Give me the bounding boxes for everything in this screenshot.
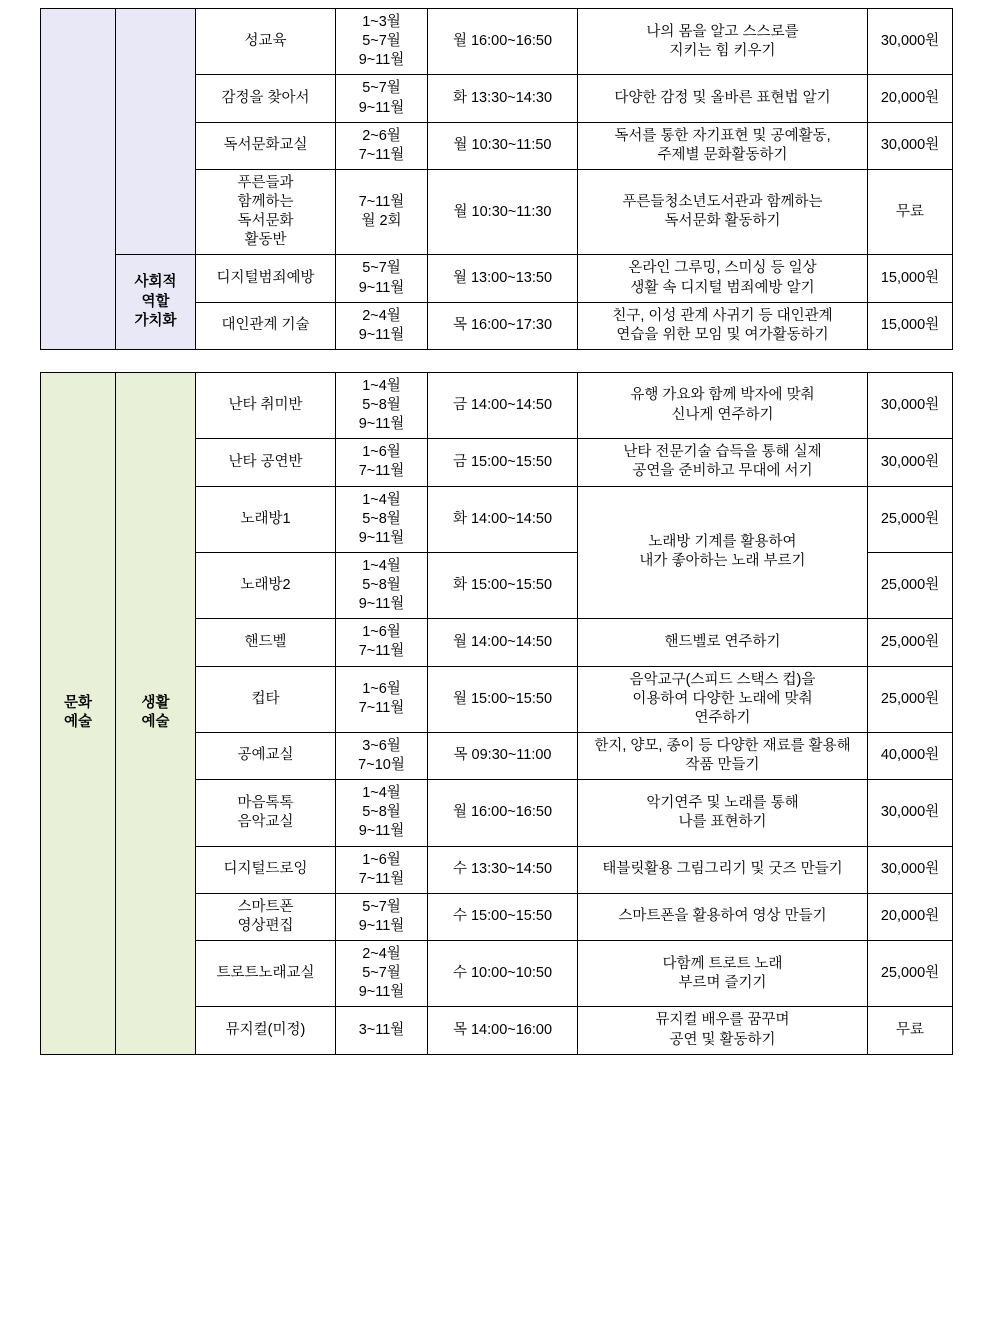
program-description: 스마트폰을 활용하여 영상 만들기	[578, 893, 868, 940]
program-description: 독서를 통한 자기표현 및 공예활동, 주제별 문화활동하기	[578, 122, 868, 169]
program-months: 5~7월 9~11월	[336, 893, 428, 940]
program-fee: 25,000원	[868, 486, 953, 552]
program-description: 태블릿활용 그림그리기 및 굿즈 만들기	[578, 846, 868, 893]
program-name: 스마트폰 영상편집	[196, 893, 336, 940]
program-name: 감정을 찾아서	[196, 75, 336, 122]
program-name: 마음톡톡 음악교실	[196, 780, 336, 846]
program-description: 다함께 트로트 노래 부르며 즐기기	[578, 941, 868, 1007]
category-cell: 문화 예술	[41, 372, 116, 1054]
program-fee: 30,000원	[868, 9, 953, 75]
program-fee: 30,000원	[868, 372, 953, 438]
program-description: 악기연주 및 노래를 통해 나를 표현하기	[578, 780, 868, 846]
program-fee: 15,000원	[868, 255, 953, 302]
program-description: 온라인 그루밍, 스미싱 등 일상 생활 속 디지털 범죄예방 알기	[578, 255, 868, 302]
program-fee: 30,000원	[868, 780, 953, 846]
schedule-table-top	[40, 8, 953, 350]
subcategory-cell: 생활 예술	[116, 372, 196, 1054]
program-description: 다양한 감정 및 올바른 표현법 알기	[578, 75, 868, 122]
program-fee: 무료	[868, 169, 953, 255]
program-time: 월 10:30~11:50	[428, 122, 578, 169]
program-time: 수 10:00~10:50	[428, 941, 578, 1007]
subcategory-cell: 사회적 역할 가치화	[116, 255, 196, 350]
program-name: 난타 취미반	[196, 372, 336, 438]
program-time: 월 16:00~16:50	[428, 9, 578, 75]
program-name: 공예교실	[196, 732, 336, 779]
program-months: 5~7월 9~11월	[336, 255, 428, 302]
subcategory-cell	[116, 9, 196, 255]
program-fee: 25,000원	[868, 619, 953, 666]
program-name: 난타 공연반	[196, 439, 336, 486]
program-months: 7~11월 월 2회	[336, 169, 428, 255]
program-months: 1~4월 5~8월 9~11월	[336, 552, 428, 618]
program-months: 1~4월 5~8월 9~11월	[336, 780, 428, 846]
program-months: 1~4월 5~8월 9~11월	[336, 372, 428, 438]
program-months: 1~4월 5~8월 9~11월	[336, 486, 428, 552]
program-months: 1~3월 5~7월 9~11월	[336, 9, 428, 75]
program-name: 트로트노래교실	[196, 941, 336, 1007]
program-months: 5~7월 9~11월	[336, 75, 428, 122]
program-description: 핸드벨로 연주하기	[578, 619, 868, 666]
category-cell	[41, 9, 116, 350]
program-description: 노래방 기계를 활용하여 내가 좋아하는 노래 부르기	[578, 486, 868, 619]
program-months: 2~4월 9~11월	[336, 302, 428, 349]
program-time: 월 14:00~14:50	[428, 619, 578, 666]
program-time: 목 09:30~11:00	[428, 732, 578, 779]
program-months: 3~6월 7~10월	[336, 732, 428, 779]
program-months: 3~11월	[336, 1007, 428, 1054]
program-time: 금 14:00~14:50	[428, 372, 578, 438]
program-description: 푸른들청소년도서관과 함께하는 독서문화 활동하기	[578, 169, 868, 255]
schedule-table-bottom	[40, 372, 953, 1055]
program-description: 음악교구(스피드 스택스 컵)을 이용하여 다양한 노래에 맞춰 연주하기	[578, 666, 868, 732]
program-name: 노래방1	[196, 486, 336, 552]
program-name: 독서문화교실	[196, 122, 336, 169]
program-name: 디지털드로잉	[196, 846, 336, 893]
program-time: 금 15:00~15:50	[428, 439, 578, 486]
program-fee: 20,000원	[868, 75, 953, 122]
table-row	[41, 372, 953, 438]
program-description: 나의 몸을 알고 스스로를 지키는 힘 키우기	[578, 9, 868, 75]
program-time: 목 16:00~17:30	[428, 302, 578, 349]
program-fee: 20,000원	[868, 893, 953, 940]
program-name: 대인관계 기술	[196, 302, 336, 349]
program-fee: 25,000원	[868, 666, 953, 732]
program-time: 월 13:00~13:50	[428, 255, 578, 302]
program-fee: 40,000원	[868, 732, 953, 779]
program-months: 2~6월 7~11월	[336, 122, 428, 169]
program-months: 2~4월 5~7월 9~11월	[336, 941, 428, 1007]
program-name: 노래방2	[196, 552, 336, 618]
program-time: 수 15:00~15:50	[428, 893, 578, 940]
program-name: 디지털범죄예방	[196, 255, 336, 302]
program-fee: 30,000원	[868, 439, 953, 486]
table-row	[41, 255, 953, 302]
program-description: 한지, 양모, 종이 등 다양한 재료를 활용해 작품 만들기	[578, 732, 868, 779]
program-time: 화 13:30~14:30	[428, 75, 578, 122]
table-row	[41, 9, 953, 75]
program-description: 뮤지컬 배우를 꿈꾸며 공연 및 활동하기	[578, 1007, 868, 1054]
program-time: 월 15:00~15:50	[428, 666, 578, 732]
program-fee: 30,000원	[868, 846, 953, 893]
program-name: 핸드벨	[196, 619, 336, 666]
program-time: 수 13:30~14:50	[428, 846, 578, 893]
program-months: 1~6월 7~11월	[336, 439, 428, 486]
table-spacer	[40, 350, 952, 372]
program-months: 1~6월 7~11월	[336, 846, 428, 893]
program-fee: 15,000원	[868, 302, 953, 349]
program-fee: 25,000원	[868, 552, 953, 618]
program-name: 성교육	[196, 9, 336, 75]
program-time: 목 14:00~16:00	[428, 1007, 578, 1054]
program-description: 난타 전문기술 습득을 통해 실제 공연을 준비하고 무대에 서기	[578, 439, 868, 486]
program-fee: 30,000원	[868, 122, 953, 169]
program-description: 유행 가요와 함께 박자에 맞춰 신나게 연주하기	[578, 372, 868, 438]
program-time: 화 14:00~14:50	[428, 486, 578, 552]
program-fee: 25,000원	[868, 941, 953, 1007]
program-name: 뮤지컬(미정)	[196, 1007, 336, 1054]
program-fee: 무료	[868, 1007, 953, 1054]
program-months: 1~6월 7~11월	[336, 619, 428, 666]
program-name: 컵타	[196, 666, 336, 732]
program-time: 월 10:30~11:30	[428, 169, 578, 255]
program-time: 월 16:00~16:50	[428, 780, 578, 846]
program-months: 1~6월 7~11월	[336, 666, 428, 732]
program-name: 푸른들과 함께하는 독서문화 활동반	[196, 169, 336, 255]
program-time: 화 15:00~15:50	[428, 552, 578, 618]
program-description: 친구, 이성 관계 사귀기 등 대인관계 연습을 위한 모임 및 여가활동하기	[578, 302, 868, 349]
